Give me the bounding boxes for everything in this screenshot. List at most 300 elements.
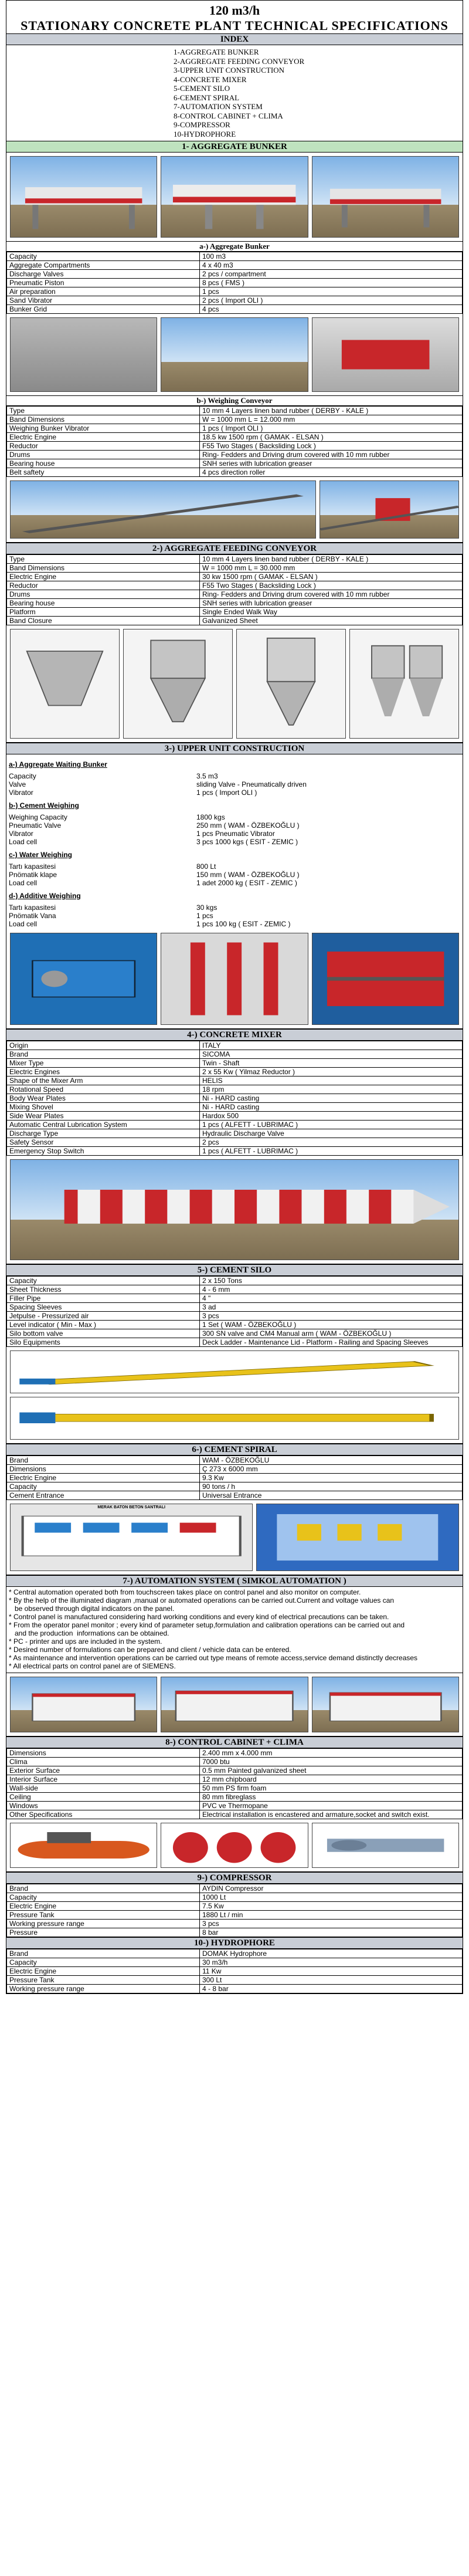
spec-label: Reductor (7, 581, 200, 590)
group-heading: a-) Aggregate Waiting Bunker (9, 760, 107, 769)
spec-label: Capacity (7, 1893, 200, 1902)
spec-label: Safety Sensor (7, 1138, 200, 1147)
spec-row (9, 838, 460, 846)
spec-row (7, 252, 463, 261)
spec-value: Twin - Shaft (200, 1059, 463, 1068)
photo-row-silo (6, 1156, 463, 1264)
spec-row (7, 1482, 463, 1491)
spec-value: ITALY (200, 1041, 463, 1050)
spec-label: Pressure (7, 1928, 200, 1937)
spec-row (7, 1129, 463, 1138)
spec-label: Clima (7, 1758, 200, 1766)
spec-label: Pnömatik Vana (9, 912, 56, 920)
spec-row (7, 555, 463, 564)
spec-row (7, 1294, 463, 1303)
spec-value: SNH series with lubrication greaser (200, 599, 463, 608)
spec-value: Ni - HARD casting (200, 1094, 463, 1103)
spec-table-aggregate-bunker (6, 252, 463, 314)
spec-row (7, 617, 463, 625)
spec-row (7, 468, 463, 477)
spec-label: Tartı kapasitesi (9, 903, 56, 912)
spec-value: Universal Entrance (200, 1491, 463, 1500)
bunker-construction-photo (161, 317, 308, 392)
group-heading: c-) Water Weighing (9, 851, 72, 859)
automation-note: * From the operator panel monitor ; every kind of parameter setup,formulation and calibration operations can be carried out and (9, 1621, 405, 1629)
spec-row (7, 1147, 463, 1156)
spec-value: F55 Two Stages ( Backsliding Lock ) (200, 442, 463, 451)
spec-table-control-cabinet (6, 1748, 463, 1819)
automation-note: * PC - printer and ups are included in the system. (9, 1637, 162, 1646)
photo-row-feeding (6, 625, 463, 743)
spec-label: Mixing Shovel (7, 1103, 200, 1112)
spec-label: Tartı kapasitesi (9, 862, 56, 871)
spec-value: Ring- Fedders and Driving drum covered with 10 mm rubber (200, 590, 463, 599)
spec-table-feeding-conveyor (6, 554, 463, 625)
index-item: 10-HYDROPHORE (174, 129, 236, 138)
spec-row (7, 1958, 463, 1967)
spec-value: 1000 Lt (200, 1893, 463, 1902)
spec-row (7, 296, 463, 305)
spec-value: 4 pcs direction roller (200, 468, 463, 477)
photo-row-aggregate-bunker (6, 153, 463, 242)
spec-label: Bearing house (7, 459, 200, 468)
photo-row-automation (6, 1500, 463, 1575)
spec-value: 10 mm 4 Layers linen band rubber ( DERBY - KALE ) (200, 555, 463, 564)
cement-spiral-drawing (10, 1350, 459, 1393)
spec-value: F55 Two Stages ( Backsliding Lock ) (200, 581, 463, 590)
spec-row (7, 1103, 463, 1112)
spec-value: 18 rpm (200, 1085, 463, 1094)
spec-row (7, 1749, 463, 1758)
spec-row (7, 1041, 463, 1050)
spec-value: 1 Set ( WAM - ÖZBEKOĞLU ) (200, 1321, 463, 1329)
spec-value: 4 " (200, 1294, 463, 1303)
spec-row (7, 1085, 463, 1094)
spec-row (7, 608, 463, 617)
spec-value: 1 pcs (200, 287, 463, 296)
spec-value: 250 mm ( WAM - ÖZBEKOĞLU ) (196, 821, 300, 830)
compressor-photo (10, 1823, 157, 1868)
spec-value: Single Ended Walk Way (200, 608, 463, 617)
spec-label: Dimensions (7, 1465, 200, 1474)
spec-value: SNH series with lubrication greaser (200, 459, 463, 468)
spec-row (7, 1949, 463, 1958)
spec-value: 4 - 6 mm (200, 1285, 463, 1294)
spec-value: Galvanized Sheet (200, 617, 463, 625)
spec-row (7, 1884, 463, 1893)
spec-label: Electric Engine (7, 433, 200, 442)
spec-value: 150 mm ( WAM - ÖZBEKOĞLU ) (196, 871, 300, 879)
page-title: 120 m3/h (209, 3, 260, 18)
spec-label: Electric Engine (7, 1902, 200, 1911)
spec-value: WAM - ÖZBEKOĞLU (200, 1456, 463, 1465)
section-heading-compressor: 9-) COMPRESSOR (6, 1872, 463, 1884)
spec-value: 2 x 150 Tons (200, 1277, 463, 1285)
spec-value: W = 1000 mm L = 30.000 mm (200, 564, 463, 573)
spec-value: sliding Valve - Pneumatically driven (196, 780, 307, 788)
spec-value: AYDIN Compressor (200, 1884, 463, 1893)
spec-label: Other Specifications (7, 1810, 200, 1819)
spec-label: Wall-side (7, 1784, 200, 1793)
spec-value: 1880 Lt / min (200, 1911, 463, 1920)
spec-label: Electric Engine (7, 1474, 200, 1482)
bunker-gate-drawing (10, 629, 120, 739)
spec-value: 4 pcs (200, 305, 463, 314)
spec-row (7, 564, 463, 573)
spec-row (9, 903, 460, 912)
hydrophore-photo (312, 1823, 459, 1868)
spec-row (9, 788, 460, 797)
spec-value: 1 pcs 100 kg ( ESIT - ZEMIC ) (196, 920, 291, 928)
spec-value: W = 1000 mm L = 12.000 mm (200, 415, 463, 424)
conveyor-photo (10, 480, 316, 539)
index-item: 5-CEMENT SILO (174, 84, 230, 93)
spec-value: 30 kw 1500 rpm ( GAMAK - ELSAN ) (200, 573, 463, 581)
spec-value: Deck Ladder - Maintenance Lid - Platform - Railing and Spacing Sleeves (200, 1338, 463, 1347)
automation-screen (256, 1504, 459, 1571)
spec-row (7, 581, 463, 590)
weighing-conveyor-photo (312, 317, 459, 392)
spec-value: SICOMA (200, 1050, 463, 1059)
spec-row (7, 1465, 463, 1474)
spec-value: Hydraulic Discharge Valve (200, 1129, 463, 1138)
spec-label: Pressure Tank (7, 1911, 200, 1920)
spec-row (7, 573, 463, 581)
spec-label: Cement Entrance (7, 1491, 200, 1500)
spec-row (7, 599, 463, 608)
spec-label: Ceiling (7, 1793, 200, 1802)
spec-label: Spacing Sleeves (7, 1303, 200, 1312)
spec-row (9, 871, 460, 879)
spec-value: 4 x 40 m3 (200, 261, 463, 270)
spec-value: 2 pcs (200, 1138, 463, 1147)
spec-table-hydrophore (6, 1949, 463, 1993)
photo-row-conveyor (6, 477, 463, 543)
spec-label: Vibrator (9, 788, 33, 797)
spec-label: Dimensions (7, 1749, 200, 1758)
spec-row (7, 1491, 463, 1500)
spec-value: DOMAK Hydrophore (200, 1949, 463, 1958)
index-item: 1-AGGREGATE BUNKER (174, 48, 259, 56)
spec-label: Level indicator ( Min - Max ) (7, 1321, 200, 1329)
spec-value: 1 adet 2000 kg ( ESIT - ZEMIC ) (196, 879, 297, 887)
spec-row (7, 1793, 463, 1802)
spec-table-weighing-conveyor (6, 406, 463, 477)
spec-row (7, 1893, 463, 1902)
spec-row (7, 1775, 463, 1784)
spec-row (9, 920, 460, 928)
photo-row-mixer (6, 929, 463, 1029)
spec-row (7, 1112, 463, 1121)
spec-row (7, 1077, 463, 1085)
index-item: 3-UPPER UNIT CONSTRUCTION (174, 66, 284, 75)
spec-label: Pnömatik klape (9, 871, 57, 879)
spec-value: 800 Lt (196, 862, 216, 871)
spec-label: Body Wear Plates (7, 1094, 200, 1103)
spec-value: Ni - HARD casting (200, 1103, 463, 1112)
spec-row (7, 1766, 463, 1775)
spec-label: Silo Equipments (7, 1338, 200, 1347)
photo-row-compressor (6, 1819, 463, 1872)
spec-value: 30 kgs (196, 903, 217, 912)
spec-row (7, 1303, 463, 1312)
spec-sheet (6, 0, 463, 1994)
aggregate-bunker-photo (10, 156, 157, 238)
spec-row (7, 305, 463, 314)
spec-row (7, 1277, 463, 1285)
spec-row (7, 1474, 463, 1482)
spec-value: Ring- Fedders and Driving drum covered with 10 mm rubber (200, 451, 463, 459)
index-item: 7-AUTOMATION SYSTEM (174, 102, 263, 111)
spec-label: Weighing Bunker Vibrator (7, 424, 200, 433)
spec-row (7, 1094, 463, 1103)
spec-value: 90 tons / h (200, 1482, 463, 1491)
automation-note: * Control panel is manufactured considering hard working conditions and every kind of electrical precautions can be taken. (9, 1613, 389, 1621)
spec-row (7, 451, 463, 459)
spec-label: Bunker Grid (7, 305, 200, 314)
spec-label: Weighing Capacity (9, 813, 67, 821)
spec-row (7, 270, 463, 279)
spec-label: Band Dimensions (7, 415, 200, 424)
index-item: 9-COMPRESSOR (174, 120, 230, 129)
spec-row (7, 1121, 463, 1129)
index-item: 2-AGGREGATE FEEDING CONVEYOR (174, 56, 305, 66)
spec-value: 30 m3/h (200, 1958, 463, 1967)
spec-label: Working pressure range (7, 1920, 200, 1928)
spec-label: Pressure Tank (7, 1976, 200, 1985)
spec-row (7, 1138, 463, 1147)
automation-note: * All electrical parts on control panel are of SIEMENS. (9, 1662, 176, 1670)
aggregate-bunker-photo (312, 156, 459, 238)
spec-row (7, 1321, 463, 1329)
spec-label: Capacity (7, 1482, 200, 1491)
spec-row (7, 1985, 463, 1993)
page-subtitle: STATIONARY CONCRETE PLANT TECHNICAL SPECIFICATIONS (21, 18, 448, 33)
spec-row (7, 1928, 463, 1937)
spec-value: 2 x 55 Kw ( Yilmaz Reductor ) (200, 1068, 463, 1077)
mixer-interior-photo (312, 933, 459, 1025)
spec-value: 50 mm PS firm foam (200, 1784, 463, 1793)
spec-row (7, 442, 463, 451)
section-heading-feeding-conveyor: 2-) AGGREGATE FEEDING CONVEYOR (6, 543, 463, 554)
spec-row (9, 862, 460, 871)
section-heading-control-cabinet: 8-) CONTROL CABINET + CLIMA (6, 1736, 463, 1748)
spec-value: Ç 273 x 6000 mm (200, 1465, 463, 1474)
cement-spiral-drawing (10, 1397, 459, 1440)
spec-value: 8 pcs ( FMS ) (200, 279, 463, 287)
index-list (6, 45, 463, 141)
spec-row (7, 1068, 463, 1077)
spec-label: Brand (7, 1949, 200, 1958)
spec-value: PVC ve Thermopane (200, 1802, 463, 1810)
spec-value: 7000 btu (200, 1758, 463, 1766)
mixer-photo (10, 933, 157, 1025)
spec-value: 4 - 8 bar (200, 1985, 463, 1993)
spec-table-cement-spiral (6, 1455, 463, 1500)
section-heading-automation: 7-) AUTOMATION SYSTEM ( SIMKOL AUTOMATION ) (6, 1575, 463, 1587)
spec-table-concrete-mixer (6, 1041, 463, 1156)
photo-row-cabinet (6, 1673, 463, 1736)
spec-label: Reductor (7, 442, 200, 451)
spec-label: Electric Engine (7, 1967, 200, 1976)
spec-value: 80 mm fibreglass (200, 1793, 463, 1802)
water-hopper-drawing (236, 629, 346, 739)
spec-row (7, 1059, 463, 1068)
spec-label: Filler Pipe (7, 1294, 200, 1303)
spec-row (7, 279, 463, 287)
spec-row (7, 1050, 463, 1059)
spec-value: 1 pcs (196, 912, 213, 920)
section-heading-cement-silo: 5-) CEMENT SILO (6, 1264, 463, 1276)
spec-row (7, 415, 463, 424)
spec-row (7, 1802, 463, 1810)
spec-value: 7.5 Kw (200, 1902, 463, 1911)
spec-row (7, 459, 463, 468)
spec-row (9, 879, 460, 887)
control-cabinet-photo (312, 1677, 459, 1732)
spec-label: Valve (9, 780, 26, 788)
spec-row (9, 830, 460, 838)
spec-value: 3 pcs (200, 1312, 463, 1321)
spec-label: Air preparation (7, 287, 200, 296)
spec-value: 100 m3 (200, 252, 463, 261)
spec-row (7, 1784, 463, 1793)
spec-value: 2 pcs ( Import OLI ) (200, 296, 463, 305)
spec-row (9, 780, 460, 788)
spec-label: Band Closure (7, 617, 200, 625)
spec-row (7, 1902, 463, 1911)
pressure-tank-photo (161, 1823, 308, 1868)
spec-label: Belt saftety (7, 468, 200, 477)
spec-row (7, 1920, 463, 1928)
automation-note: and the production informations can be obtained. (9, 1629, 169, 1637)
control-panel-title: MERAK BATON BETON SANTRALI (97, 1505, 165, 1509)
automation-note: * Desired number of formulations can be prepared and client / vehicle data can be entered. (9, 1646, 291, 1654)
spec-value: 10 mm 4 Layers linen band rubber ( DERBY - KALE ) (200, 407, 463, 415)
bunker-hopper-photo (10, 317, 157, 392)
spec-row (7, 433, 463, 442)
spec-row (7, 1758, 463, 1766)
spec-label: Emergency Stop Switch (7, 1147, 200, 1156)
spec-label: Pneumatic Valve (9, 821, 62, 830)
automation-note: be observed through digital indicators on the panel. (9, 1605, 175, 1613)
upper-unit-specs (6, 754, 463, 929)
spec-value: 12 mm chipboard (200, 1775, 463, 1784)
conveyor-photo (320, 480, 459, 539)
spec-label: Rotational Speed (7, 1085, 200, 1094)
spec-value: Hardox 500 (200, 1112, 463, 1121)
spec-value: 2.400 mm x 4.000 mm (200, 1749, 463, 1758)
spec-value: 8 bar (200, 1928, 463, 1937)
spec-label: Sand Vibrator (7, 296, 200, 305)
mixer-arms-photo (161, 933, 308, 1025)
spec-label: Discharge Type (7, 1129, 200, 1138)
spec-row (7, 1338, 463, 1347)
spec-value: 2 pcs / compartment (200, 270, 463, 279)
section-heading-concrete-mixer: 4-) CONCRETE MIXER (6, 1029, 463, 1041)
spec-table-compressor (6, 1884, 463, 1937)
spec-value: 1 pcs ( Import OLI ) (200, 424, 463, 433)
spec-value: 18.5 kw 1500 rpm ( GAMAK - ELSAN ) (200, 433, 463, 442)
spec-label: Working pressure range (7, 1985, 200, 1993)
photo-row-bunker-detail (6, 314, 463, 396)
spec-label: Capacity (9, 772, 36, 780)
spec-label: Exterior Surface (7, 1766, 200, 1775)
cement-silo-photo (10, 1159, 459, 1260)
spec-value: 3 pcs (200, 1920, 463, 1928)
spec-value: Electrical installation is encastered and armature,socket and switch exist. (200, 1810, 463, 1819)
spec-value: 300 Lt (200, 1976, 463, 1985)
spec-label: Capacity (7, 1958, 200, 1967)
spec-label: Band Dimensions (7, 564, 200, 573)
spec-label: Mixer Type (7, 1059, 200, 1068)
spec-row (7, 590, 463, 599)
automation-notes (6, 1587, 463, 1673)
spec-value: 1 pcs ( ALFETT - LUBRIMAC ) (200, 1121, 463, 1129)
subheading-aggregate-bunker: a-) Aggregate Bunker (6, 242, 463, 252)
spec-value: 9.3 Kw (200, 1474, 463, 1482)
spec-label: Load cell (9, 838, 38, 846)
spec-value: 3 ad (200, 1303, 463, 1312)
spec-value: 3.5 m3 (196, 772, 218, 780)
spec-label: Platform (7, 608, 200, 617)
group-heading: d-) Additive Weighing (9, 892, 81, 900)
spec-value: 1800 kgs (196, 813, 225, 821)
spec-label: Windows (7, 1802, 200, 1810)
spec-label: Sheet Thickness (7, 1285, 200, 1294)
spec-row (7, 424, 463, 433)
spec-label: Aggregate Compartments (7, 261, 200, 270)
spec-row (7, 1329, 463, 1338)
cement-hopper-drawing (123, 629, 233, 739)
subheading-weighing-conveyor: b-) Weighing Conveyor (6, 396, 463, 406)
spec-value: 300 SN valve and CM4 Manual arm ( WAM - ÖZBEKOĞLU ) (200, 1329, 463, 1338)
spec-row (9, 813, 460, 821)
spec-label: Capacity (7, 1277, 200, 1285)
automation-note: * As maintenance and intervention operations can be carried out type means of remote access,service demand distinctly decreases (9, 1654, 418, 1662)
spec-table-cement-silo (6, 1276, 463, 1347)
spec-label: Capacity (7, 252, 200, 261)
spec-label: Jetpulse - Pressurized air (7, 1312, 200, 1321)
spec-label: Load cell (9, 879, 38, 887)
spec-label: Brand (7, 1884, 200, 1893)
control-cabinet-photo (161, 1677, 308, 1732)
spec-label: Silo bottom valve (7, 1329, 200, 1338)
group-heading: b-) Cement Weighing (9, 801, 79, 810)
automation-note: * Central automation operated both from touchscreen takes place on control panel and also monitor on computer. (9, 1588, 361, 1596)
spec-value: 1 pcs ( ALFETT - LUBRIMAC ) (200, 1147, 463, 1156)
spec-row (7, 1312, 463, 1321)
spec-value: 0.5 mm Painted galvanized sheet (200, 1766, 463, 1775)
spec-row (9, 912, 460, 920)
spec-row (7, 287, 463, 296)
spec-row (7, 1911, 463, 1920)
spec-row (7, 1967, 463, 1976)
spec-label: Vibrator (9, 830, 33, 838)
spec-label: Drums (7, 451, 200, 459)
spec-label: Electric Engines (7, 1068, 200, 1077)
section-heading-aggregate-bunker: 1- AGGREGATE BUNKER (6, 141, 463, 153)
section-heading-hydrophore: 10-) HYDROPHORE (6, 1937, 463, 1949)
index-heading: INDEX (6, 33, 463, 45)
section-heading-cement-spiral: 6-) CEMENT SPIRAL (6, 1444, 463, 1455)
spec-label: Side Wear Plates (7, 1112, 200, 1121)
spec-label: Brand (7, 1456, 200, 1465)
index-item: 6-CEMENT SPIRAL (174, 93, 240, 102)
control-panel-diagram (10, 1504, 253, 1571)
spec-label: Electric Engine (7, 573, 200, 581)
spec-label: Interior Surface (7, 1775, 200, 1784)
